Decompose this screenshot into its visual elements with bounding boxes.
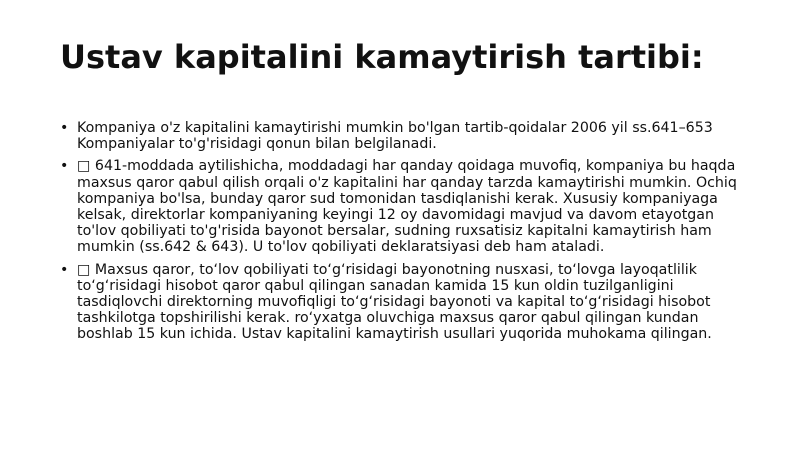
bullet-text: □ 641-moddada aytilishicha, moddadagi har qanday qoidaga muvofiq, kompaniya bu haqda maxsus qaror qabul qilish orqali o'z kapitalini har qanday tarzda kamaytirishi mumkin. Ochiq kompaniya bo'lsa, bunday qaror sud tomonidan tasdiqlanishi kerak. Xususiy kompaniyaga kelsak, direktorlar kompaniyaning keyingi 12 oy davomidagi mavjud va davom etayotgan to'lov qobiliyati to'g'risida bayonot bersalar, sudning ruxsatisiz kapitalni kamaytirish ham mumkin (ss.642 & 643). U to'lov qobiliyati deklaratsiyasi deb ham ataladi. xyxy=(77,158,737,256)
bullet-text: □ Maxsus qaror, to‘lov qobiliyati to‘g‘risidagi bayonotning nusxasi, to‘lovga layoqatlilik to‘g‘risidagi hisobot qaror qabul qilingan sanadan kamida 15 kun oldin tuzilganligini tasdiqlovchi direktorning muvofiqligi to‘g‘risidagi bayonoti va kapital to‘g‘risidagi hisobot tashkilotga topshirilishi kerak. ro‘yxatga oluvchiga maxsus qaror qabul qilingan kundan boshlab 15 kun ichida. Ustav kapitalini kamaytirish usullari yuqorida muhokama qilingan. xyxy=(77,261,712,343)
bullet-item xyxy=(60,120,750,152)
bullet-item xyxy=(60,262,750,343)
bullet-dot-icon: • xyxy=(60,120,69,136)
bullet-dot-icon: • xyxy=(60,158,69,175)
bullet-item xyxy=(60,158,750,255)
bullet-dot-icon: • xyxy=(60,261,69,278)
slide-title: Ustav kapitalini kamaytirish tartibi: xyxy=(60,38,704,76)
bullet-text: Kompaniya o'z kapitalini kamaytirishi mumkin bo'lgan tartib-qoidalar 2006 yil ss.641–653 Kompaniyalar to'g'risidagi qonun bilan belgilanadi. xyxy=(77,120,713,153)
bullet-list xyxy=(60,120,750,349)
